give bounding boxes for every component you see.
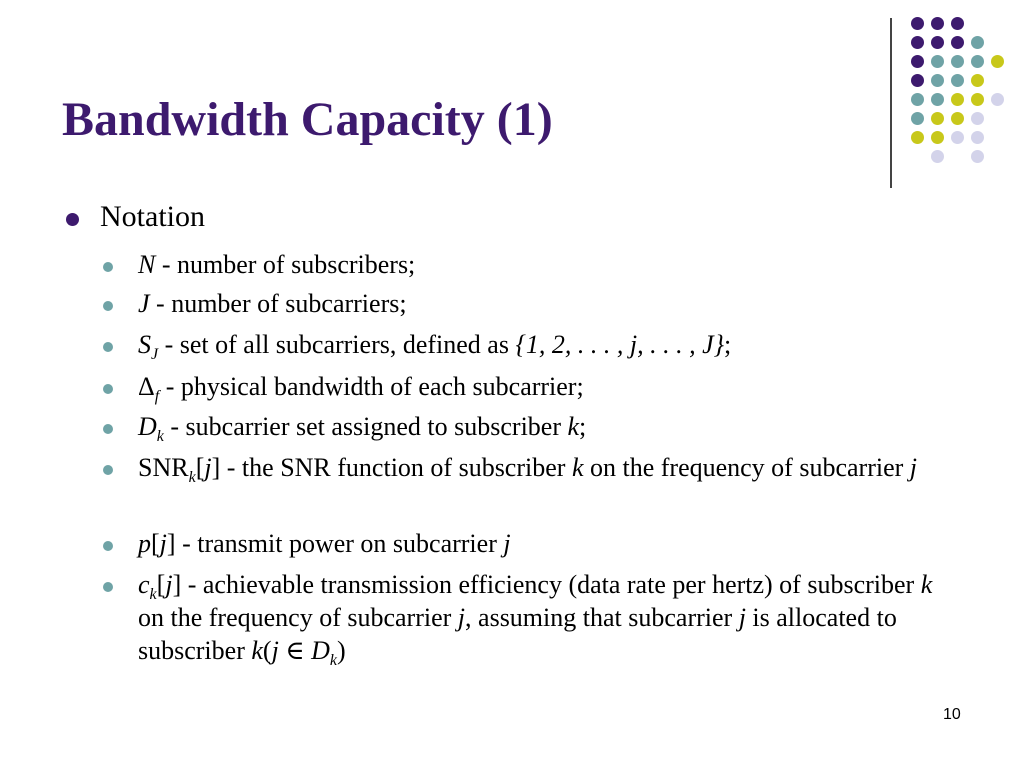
decorative-dot xyxy=(951,93,964,106)
page-number: 10 xyxy=(943,706,961,723)
list-item xyxy=(138,568,958,670)
description: on the frequency of subcarrier xyxy=(583,453,910,482)
list-item xyxy=(138,410,958,446)
description: , assuming that subcarrier xyxy=(465,603,739,632)
decorative-dot xyxy=(971,74,984,87)
decorative-dot xyxy=(931,112,944,125)
symbol: D xyxy=(138,412,157,441)
list-item xyxy=(138,370,958,406)
bullet-icon xyxy=(103,582,113,592)
subscript: k xyxy=(149,586,157,604)
bullet-icon xyxy=(103,541,113,551)
decorative-dot xyxy=(951,112,964,125)
bullet-icon xyxy=(103,301,113,311)
bullet-icon xyxy=(66,213,79,226)
subscript: f xyxy=(154,388,160,406)
variable: j xyxy=(909,453,918,482)
paren: ) xyxy=(336,636,346,665)
variable: k xyxy=(567,412,580,441)
decorative-dot xyxy=(951,36,964,49)
symbol: SNR xyxy=(138,453,189,482)
description: - number of subscribers; xyxy=(155,250,416,279)
subscript: J xyxy=(151,346,159,364)
notation-heading: Notation xyxy=(100,200,205,233)
decorative-dot xyxy=(951,17,964,30)
variable: j xyxy=(503,529,511,558)
list-item xyxy=(138,451,958,487)
decorative-dot xyxy=(971,55,984,68)
decorative-dot xyxy=(971,131,984,144)
description: - physical bandwidth of each subcarrier; xyxy=(159,372,584,401)
subscript: k xyxy=(156,428,164,446)
decorative-dot xyxy=(911,17,924,30)
slide-title: Bandwidth Capacity (1) xyxy=(62,93,553,146)
symbol: p xyxy=(138,529,151,558)
description: - number of subcarriers; xyxy=(149,289,407,318)
decorative-dot xyxy=(931,55,944,68)
index: j xyxy=(159,529,167,558)
description: - subcarrier set assigned to subscriber xyxy=(163,412,568,441)
decorative-divider xyxy=(890,18,892,188)
index: j xyxy=(165,570,173,599)
decorative-dot xyxy=(911,112,924,125)
decorative-dot xyxy=(911,36,924,49)
bullet-icon xyxy=(103,424,113,434)
decorative-dot xyxy=(931,36,944,49)
decorative-dot xyxy=(911,55,924,68)
variable: k xyxy=(920,570,933,599)
decorative-dot xyxy=(971,36,984,49)
punctuation: ; xyxy=(724,330,732,359)
description: - set of all subcarriers, defined as xyxy=(158,330,516,359)
symbol: Δ xyxy=(138,372,155,401)
description: - transmit power on subcarrier xyxy=(175,529,504,558)
variable: j xyxy=(271,636,279,665)
punctuation: ; xyxy=(579,412,587,441)
decorative-dot xyxy=(971,112,984,125)
decorative-dot xyxy=(991,55,1004,68)
list-item xyxy=(138,248,958,281)
description: - achievable transmission efficiency (data rate per hertz) of subscriber xyxy=(181,570,921,599)
symbol: S xyxy=(138,330,151,359)
subscript: k xyxy=(188,469,196,487)
decorative-dot xyxy=(911,93,924,106)
symbol: J xyxy=(138,289,150,318)
bracket: [ xyxy=(156,570,166,599)
element-of-symbol: ∈ xyxy=(278,636,312,665)
decorative-dot xyxy=(931,150,944,163)
decorative-dot xyxy=(911,74,924,87)
bullet-icon xyxy=(103,465,113,475)
variable: k xyxy=(251,636,263,665)
bracket: ] xyxy=(172,570,182,599)
bullet-icon xyxy=(103,262,113,272)
index: j xyxy=(204,453,212,482)
variable: j xyxy=(738,603,746,632)
decorative-dot xyxy=(951,74,964,87)
bracket: ] xyxy=(211,453,221,482)
bracket: ] xyxy=(166,529,176,558)
description: - the SNR function of subscriber xyxy=(220,453,572,482)
bullet-icon xyxy=(103,384,113,394)
decorative-dot xyxy=(951,55,964,68)
variable: j xyxy=(457,603,466,632)
paren: ( xyxy=(262,636,272,665)
set-symbol: D xyxy=(311,636,330,665)
decorative-dot xyxy=(991,93,1004,106)
decorative-dot xyxy=(931,131,944,144)
variable: k xyxy=(571,453,584,482)
bullet-icon xyxy=(103,342,113,352)
decorative-dot xyxy=(911,131,924,144)
decorative-dot xyxy=(931,74,944,87)
list-item xyxy=(138,527,958,560)
decorative-dot xyxy=(951,131,964,144)
bracket: [ xyxy=(151,529,160,558)
description: on the frequency of subcarrier xyxy=(138,603,458,632)
decorative-dot xyxy=(971,93,984,106)
set-notation: {1, 2, . . . , j, . . . , J} xyxy=(515,330,725,359)
list-item xyxy=(138,287,958,320)
symbol: c xyxy=(138,570,150,599)
decorative-dot xyxy=(931,93,944,106)
subscript: k xyxy=(329,652,337,670)
list-item xyxy=(138,328,958,364)
decorative-dot xyxy=(971,150,984,163)
decorative-dot xyxy=(931,17,944,30)
symbol: N xyxy=(138,250,156,279)
bracket: [ xyxy=(195,453,205,482)
description: is allocated to subscriber xyxy=(138,603,897,665)
